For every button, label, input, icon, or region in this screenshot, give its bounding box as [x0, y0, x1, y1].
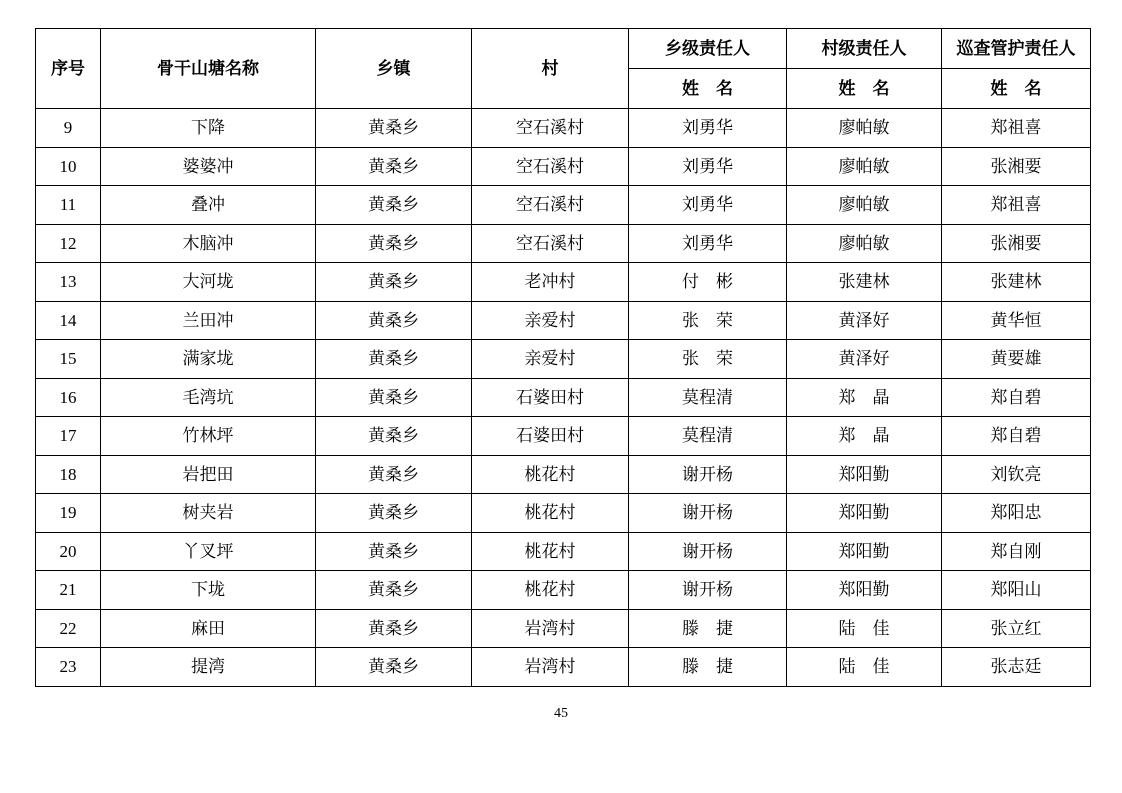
table-cell: 谢开杨: [629, 532, 787, 571]
table-cell: 黄桑乡: [316, 648, 472, 687]
table-row: [36, 109, 1091, 148]
subheader-village-name: 姓 名: [787, 69, 942, 109]
responsibility-table: [35, 28, 1091, 687]
table-cell: 满家垅: [101, 340, 316, 379]
table-cell: 空石溪村: [472, 109, 629, 148]
table-row: [36, 648, 1091, 687]
table-cell: 桃花村: [472, 532, 629, 571]
table-cell: 张 荣: [629, 340, 787, 379]
table-cell: 15: [36, 340, 101, 379]
page-number: 45: [554, 706, 568, 721]
table-cell: 岩湾村: [472, 648, 629, 687]
table-cell: 麻田: [101, 609, 316, 648]
table-cell: 莫程清: [629, 417, 787, 456]
table-cell: 14: [36, 301, 101, 340]
table-cell: 刘勇华: [629, 186, 787, 225]
table-cell: 老冲村: [472, 263, 629, 302]
table-cell: 空石溪村: [472, 186, 629, 225]
table-cell: 毛湾坑: [101, 378, 316, 417]
table-cell: 廖帕敏: [787, 109, 942, 148]
table-cell: 岩把田: [101, 455, 316, 494]
table-cell: 树夹岩: [101, 494, 316, 533]
subheader-township-name: 姓 名: [629, 69, 787, 109]
table-cell: 刘勇华: [629, 109, 787, 148]
table-row: [36, 186, 1091, 225]
table-cell: 郑 晶: [787, 417, 942, 456]
table-cell: 黄桑乡: [316, 263, 472, 302]
table-cell: 陆 佳: [787, 648, 942, 687]
table-cell: 黄桑乡: [316, 224, 472, 263]
col-header-township-responsible: 乡级责任人: [629, 29, 787, 69]
table-cell: 婆婆冲: [101, 147, 316, 186]
table-cell: 郑阳勤: [787, 494, 942, 533]
table-cell: 桃花村: [472, 571, 629, 610]
table-cell: 16: [36, 378, 101, 417]
table-cell: 9: [36, 109, 101, 148]
table-cell: 郑 晶: [787, 378, 942, 417]
table-cell: 木脑冲: [101, 224, 316, 263]
table-cell: 滕 捷: [629, 609, 787, 648]
table-row: [36, 532, 1091, 571]
table-row: [36, 494, 1091, 533]
table-cell: 张湘要: [942, 224, 1091, 263]
table-cell: 郑自碧: [942, 378, 1091, 417]
table-row: [36, 340, 1091, 379]
table-row: [36, 147, 1091, 186]
table-cell: 19: [36, 494, 101, 533]
table-cell: 黄泽好: [787, 340, 942, 379]
table-cell: 大河垅: [101, 263, 316, 302]
table-cell: 提湾: [101, 648, 316, 687]
table-header: [36, 29, 1091, 109]
col-header-village-responsible: 村级责任人: [787, 29, 942, 69]
table-row: [36, 609, 1091, 648]
table-cell: 陆 佳: [787, 609, 942, 648]
header-row-main: [36, 29, 1091, 69]
table-cell: 谢开杨: [629, 571, 787, 610]
table-row: [36, 417, 1091, 456]
table-cell: 滕 捷: [629, 648, 787, 687]
table-cell: 石婆田村: [472, 417, 629, 456]
table-cell: 张 荣: [629, 301, 787, 340]
table-cell: 黄桑乡: [316, 455, 472, 494]
table-cell: 20: [36, 532, 101, 571]
table-cell: 下垅: [101, 571, 316, 610]
table-cell: 10: [36, 147, 101, 186]
table-cell: 黄桑乡: [316, 109, 472, 148]
table-cell: 黄桑乡: [316, 186, 472, 225]
table-cell: 黄桑乡: [316, 494, 472, 533]
table-cell: 刘勇华: [629, 147, 787, 186]
table-row: [36, 301, 1091, 340]
table-cell: 11: [36, 186, 101, 225]
table-cell: 郑阳勤: [787, 455, 942, 494]
table-cell: 郑祖喜: [942, 186, 1091, 225]
table-row: [36, 263, 1091, 302]
table-cell: 空石溪村: [472, 224, 629, 263]
col-header-index: 序号: [36, 29, 101, 109]
table-row: [36, 571, 1091, 610]
table-cell: 叠冲: [101, 186, 316, 225]
table-cell: 黄桑乡: [316, 571, 472, 610]
table-cell: 下降: [101, 109, 316, 148]
table-cell: 桃花村: [472, 455, 629, 494]
table-cell: 郑自刚: [942, 532, 1091, 571]
table-cell: 刘钦亮: [942, 455, 1091, 494]
table-cell: 郑自碧: [942, 417, 1091, 456]
table-cell: 张志廷: [942, 648, 1091, 687]
table-cell: 黄桑乡: [316, 378, 472, 417]
table-cell: 亲爱村: [472, 301, 629, 340]
table-cell: 丫叉坪: [101, 532, 316, 571]
table-cell: 张立红: [942, 609, 1091, 648]
table-cell: 谢开杨: [629, 494, 787, 533]
table-cell: 黄华恒: [942, 301, 1091, 340]
table-cell: 张建林: [787, 263, 942, 302]
table-cell: 竹林坪: [101, 417, 316, 456]
table-body: [36, 109, 1091, 687]
table-cell: 廖帕敏: [787, 186, 942, 225]
table-cell: 空石溪村: [472, 147, 629, 186]
table-cell: 张湘要: [942, 147, 1091, 186]
table-cell: 岩湾村: [472, 609, 629, 648]
table-cell: 22: [36, 609, 101, 648]
table-cell: 张建林: [942, 263, 1091, 302]
col-header-patrol-responsible: 巡查管护责任人: [942, 29, 1091, 69]
table-cell: 亲爱村: [472, 340, 629, 379]
table-cell: 兰田冲: [101, 301, 316, 340]
table-cell: 谢开杨: [629, 455, 787, 494]
table-cell: 黄要雄: [942, 340, 1091, 379]
table-row: [36, 224, 1091, 263]
table-row: [36, 455, 1091, 494]
table-cell: 黄桑乡: [316, 417, 472, 456]
table-cell: 桃花村: [472, 494, 629, 533]
col-header-pond-name: 骨干山塘名称: [101, 29, 316, 109]
table-cell: 21: [36, 571, 101, 610]
table-cell: 郑祖喜: [942, 109, 1091, 148]
table-row: [36, 378, 1091, 417]
table-cell: 23: [36, 648, 101, 687]
table-cell: 13: [36, 263, 101, 302]
col-header-village: 村: [472, 29, 629, 109]
table-cell: 石婆田村: [472, 378, 629, 417]
subheader-patrol-name: 姓 名: [942, 69, 1091, 109]
table-cell: 郑阳勤: [787, 571, 942, 610]
table-cell: 黄泽好: [787, 301, 942, 340]
table-cell: 12: [36, 224, 101, 263]
table-cell: 黄桑乡: [316, 609, 472, 648]
table-cell: 17: [36, 417, 101, 456]
table-cell: 黄桑乡: [316, 147, 472, 186]
table-cell: 黄桑乡: [316, 340, 472, 379]
table-cell: 郑阳勤: [787, 532, 942, 571]
col-header-township: 乡镇: [316, 29, 472, 109]
table-cell: 付 彬: [629, 263, 787, 302]
table-cell: 黄桑乡: [316, 301, 472, 340]
table-cell: 刘勇华: [629, 224, 787, 263]
table-cell: 廖帕敏: [787, 224, 942, 263]
table-cell: 黄桑乡: [316, 532, 472, 571]
table-cell: 郑阳山: [942, 571, 1091, 610]
table-cell: 廖帕敏: [787, 147, 942, 186]
table-cell: 18: [36, 455, 101, 494]
table-cell: 莫程清: [629, 378, 787, 417]
table-cell: 郑阳忠: [942, 494, 1091, 533]
